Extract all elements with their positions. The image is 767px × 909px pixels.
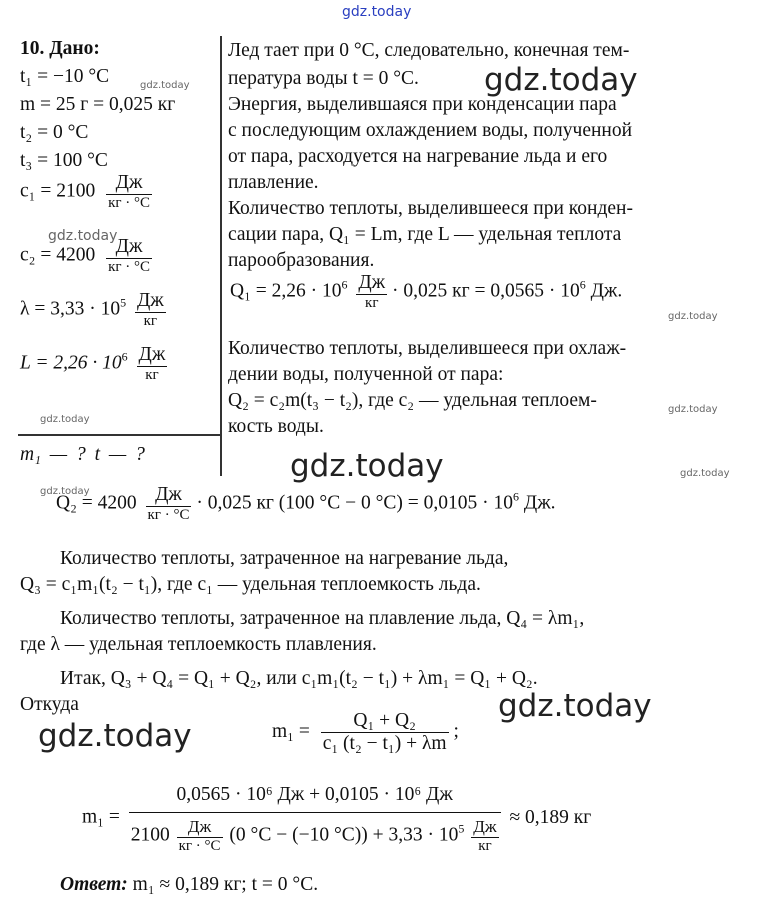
watermark-small: gdz.today <box>680 468 730 479</box>
given-c1-value: c₁ = 2100 <box>20 180 96 202</box>
watermark-big: gdz.today <box>498 688 652 724</box>
text-line: от пара, расходуется на нагревание льда и его <box>228 146 608 167</box>
unit-numerator: Дж <box>155 484 182 505</box>
formula-q2-right: · 0,025 кг (100 °C − 0 °C) = 0,0105 · 10 <box>196 492 514 514</box>
unit-numerator: Дж <box>138 344 166 365</box>
given-c2-unit <box>106 236 152 276</box>
text-line: где λ — удельная теплоемкость плавления. <box>20 634 377 655</box>
text-line: пература воды t = 0 °C. <box>228 68 419 89</box>
text-line: Энергия, выделившаяся при конденсации пара <box>228 94 617 115</box>
text-line: парообразования. <box>228 250 375 271</box>
formula-m1-general <box>272 710 459 755</box>
watermark-small: gdz.today <box>668 311 718 322</box>
formula-m1-numerator: Q₁ + Q₂ <box>353 710 416 731</box>
unit-numerator: Дж <box>136 290 164 311</box>
text-line: Количество теплоты, затраченное на плавление льда, Q₄ = λm₁, <box>60 608 585 629</box>
given-divider-vertical <box>220 36 222 476</box>
formula-m1n-left: m₁ = <box>82 806 120 828</box>
given-mass: m = 25 г = 0,025 кг <box>20 94 176 115</box>
formula-q1-right: · 0,025 кг = 0,0565 · 10 <box>392 280 580 302</box>
formula-m1n-den-b: (0 °C − (−10 °C)) + 3,33 · 10 <box>229 824 459 846</box>
text-line: кость воды. <box>228 416 324 437</box>
unit-numerator: Дж <box>115 236 143 257</box>
given-lambda <box>20 290 166 330</box>
watermark-small: gdz.today <box>40 486 90 497</box>
formula-q2-unit <box>146 484 192 524</box>
formula-m1n-numerator: 0,0565 · 10⁶ Дж + 0,0105 · 10⁶ Дж <box>176 784 453 805</box>
text-line: плавление. <box>228 172 319 193</box>
given-t3: t₃ = 100 °C <box>20 150 108 171</box>
given-lambda-value: λ = 3,33 · 10 <box>20 298 121 320</box>
formula-q1-end: Дж. <box>590 280 623 302</box>
formula-m1n-den-a: 2100 <box>130 824 170 846</box>
formula-q1-exp2: 6 <box>579 277 586 292</box>
given-c2 <box>20 236 152 276</box>
given-c1 <box>20 172 152 212</box>
formula-m1-fraction <box>321 710 449 755</box>
given-t1: t₁ = −10 °C <box>20 66 110 87</box>
answer-label: Ответ: <box>60 874 128 895</box>
formula-q1-unit <box>356 272 387 312</box>
watermark-small: gdz.today <box>140 80 190 91</box>
given-find: m₁ — ? t — ? <box>20 444 145 465</box>
text-line: Лед тает при 0 °C, следовательно, конечная тем- <box>228 40 630 61</box>
formula-m1n-result: ≈ 0,189 кг <box>509 806 592 828</box>
given-t2: t₂ = 0 °C <box>20 122 89 143</box>
formula-m1-left: m₁ = <box>272 720 310 742</box>
text-line: Итак, Q₃ + Q₄ = Q₁ + Q₂, или c₁m₁(t₂ − t₁) + λm₁ = Q₁ + Q₂. <box>60 668 538 689</box>
text-line: сации пара, Q₁ = Lm, где L — удельная теплота <box>228 224 622 245</box>
watermark-small: gdz.today <box>40 414 90 425</box>
formula-q1-left: Q₁ = 2,26 · 10 <box>230 280 342 302</box>
watermark-small: gdz.today <box>48 228 118 244</box>
watermark-big: gdz.today <box>484 62 638 98</box>
unit-denominator: кг <box>471 837 498 855</box>
unit-numerator: Дж <box>358 272 386 293</box>
unit-denominator: кг <box>135 312 166 330</box>
formula-q1-exp: 6 <box>341 277 348 292</box>
formula-m1n-den-unit-a <box>177 817 223 855</box>
given-divider-horizontal <box>18 434 221 436</box>
answer-text: m₁ ≈ 0,189 кг; t = 0 °C. <box>132 874 319 895</box>
formula-q1 <box>230 272 622 312</box>
given-lambda-exp: 5 <box>120 295 127 310</box>
unit-numerator: Дж <box>473 817 497 836</box>
given-L <box>20 344 167 384</box>
unit-denominator: кг · °C <box>178 838 221 854</box>
text-line: с последующим охлаждением воды, полученной <box>228 120 633 141</box>
unit-numerator: Дж <box>115 172 143 193</box>
watermark-top: gdz.today <box>342 4 412 20</box>
watermark-small: gdz.today <box>668 404 718 415</box>
text-line: Количество теплоты, затраченное на нагревание льда, <box>60 548 509 569</box>
unit-denominator: кг <box>356 294 387 312</box>
formula-m1n-fraction <box>129 780 501 855</box>
formula-q2-end: Дж. <box>523 492 556 514</box>
formula-m1n-den-unit-b <box>471 817 498 855</box>
text-line: Откуда <box>20 694 79 715</box>
answer <box>60 874 318 896</box>
given-L-value: L = 2,26 · 10 <box>20 352 122 374</box>
given-c1-unit <box>106 172 152 212</box>
watermark-big: gdz.today <box>290 448 444 484</box>
unit-denominator: кг · °C <box>147 507 190 523</box>
given-lambda-unit <box>135 290 166 330</box>
text-line: Q₂ = c₂m(t₃ − t₂), где c₂ — удельная теплоем- <box>228 390 597 411</box>
given-c2-value: c₂ = 4200 <box>20 244 96 266</box>
formula-m1n-denominator <box>129 812 501 855</box>
formula-m1-denominator: c₁ (t₂ − t₁) + λm <box>322 733 447 754</box>
formula-q2-exp: 6 <box>513 489 520 504</box>
unit-numerator: Дж <box>187 817 212 836</box>
text-line: Количество теплоты, выделившееся при охлаж- <box>228 338 627 359</box>
formula-m1-end: ; <box>453 720 459 742</box>
unit-denominator: кг · °C <box>108 259 151 275</box>
watermark-big: gdz.today <box>38 718 192 754</box>
given-L-unit <box>137 344 168 384</box>
unit-denominator: кг · °C <box>108 195 151 211</box>
formula-m1n-den-exp: 5 <box>458 821 465 836</box>
unit-denominator: кг <box>137 366 168 384</box>
text-line: дении воды, полученной от пара: <box>228 364 504 385</box>
given-L-exp: 6 <box>121 349 128 364</box>
text-line: Количество теплоты, выделившееся при конден- <box>228 198 633 219</box>
formula-q2-left: Q₂ = 4200 <box>56 492 137 514</box>
formula-q2 <box>56 484 556 524</box>
given-header: 10. Дано: <box>20 38 100 59</box>
formula-m1-numeric <box>82 780 591 855</box>
text-line: Q₃ = c₁m₁(t₂ − t₁), где c₁ — удельная теплоемкость льда. <box>20 574 481 595</box>
